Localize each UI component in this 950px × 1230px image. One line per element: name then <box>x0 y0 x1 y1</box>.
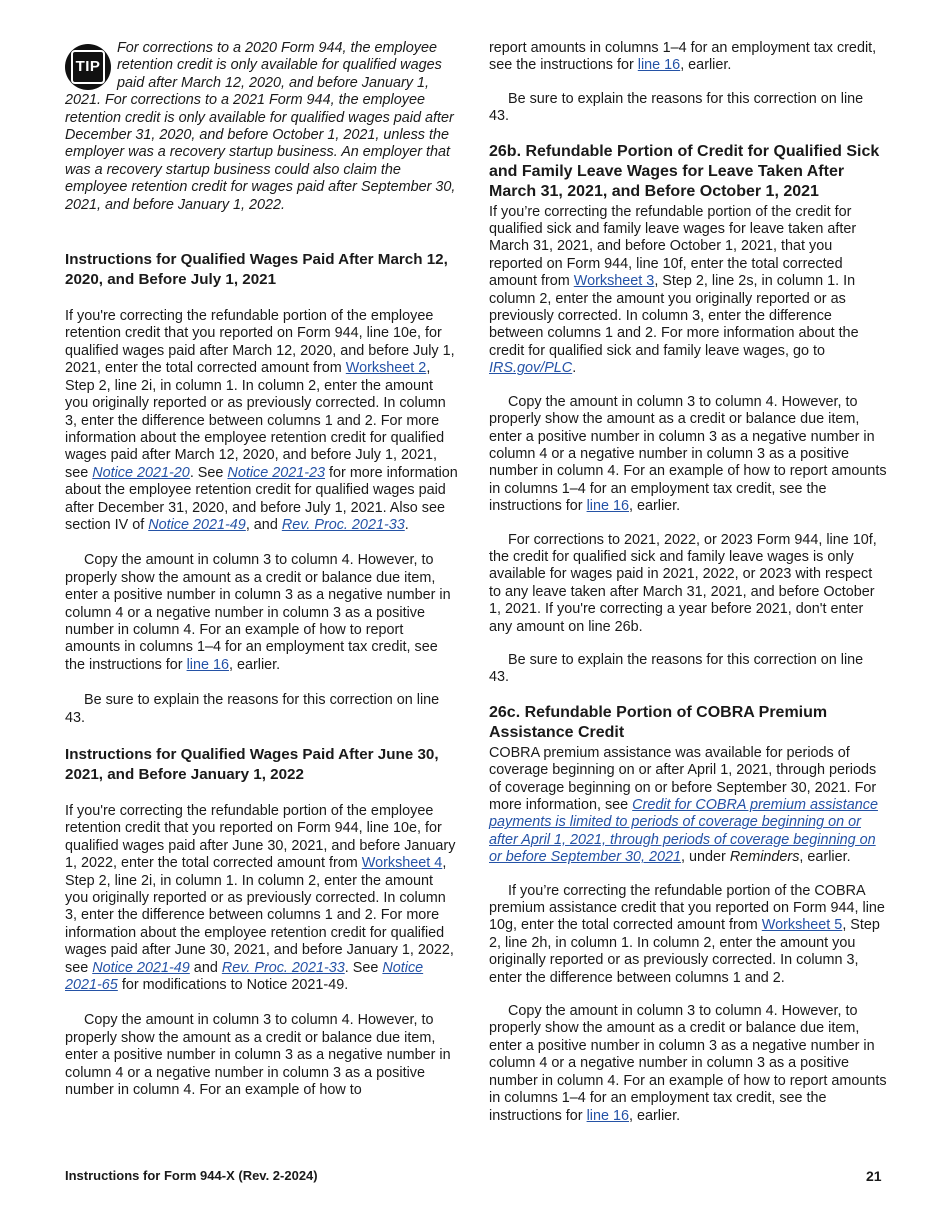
worksheet-5-link[interactable]: Worksheet 5 <box>761 917 843 934</box>
worksheet-4-link[interactable]: Worksheet 4 <box>361 855 443 872</box>
paragraph: Be sure to explain the reasons for this correction on line 43. <box>489 90 864 125</box>
left-column <box>65 40 460 1118</box>
notice-2021-65-link[interactable]: Notice 2021-65 <box>65 959 424 994</box>
tip-text: For corrections to a 2020 Form 944, the employee retention credit is only available for qualified wages paid after March 12, 2020, and before January 1, 2021. For corrections to a 2021 Form 944, the employee retention credit is only available for qualified wages paid after December 31, 2020, and before October 1, 2021, unless the employer was a recovery startup business. An employer that was a recovery startup business could also claim the employee retention credit for wages paid after September 30, 2021, and before January 1, 2022. <box>65 40 456 213</box>
paragraph: report amounts in columns 1–4 for an employment tax credit, see the instructions for line 16, earlier. <box>489 40 877 74</box>
paragraph: Copy the amount in column 3 to column 4. However, to properly show the amount as a credit or balance due item, enter a positive number in column 3 as a negative number in column 4 or a negative number in column 3 as a positive number in column 4. For an example of how to report amounts in columns 1–4 for an employment tax credit, see the instructions for line 16, earlier. <box>489 393 887 515</box>
irs-plc-link[interactable]: IRS.gov/PLC <box>489 360 573 377</box>
line-16-link[interactable]: line 16 <box>586 498 629 515</box>
section-heading-26b: 26b. Refundable Portion of Credit for Qualified Sick and Family Leave Wages for Leave Taken After March 31, 2021, and Before October 1, 2021 <box>489 142 880 200</box>
line-16-link[interactable]: line 16 <box>586 1107 629 1124</box>
notice-2021-49-link[interactable]: Notice 2021-49 <box>148 516 246 533</box>
notice-2021-20-link[interactable]: Notice 2021-20 <box>92 464 190 481</box>
line-16-link[interactable]: line 16 <box>186 656 229 673</box>
page-number: 21 <box>866 1168 882 1184</box>
cobra-credit-link[interactable]: Credit for COBRA premium assistance payments is limited to periods of coverage beginning on or after April 1, 2021, through periods of coverage beginning on or before September 30, 2021 <box>489 797 878 866</box>
paragraph: For corrections to 2021, 2022, or 2023 Form 944, line 10f, the credit for qualified sick and family leave wages is only available for wages paid in 2021, 2022, or 2023 with respect to any leave taken after March 31, 2021, and before October 1, 2021. If you're correcting a year before 2021, don't enter any amount on line 26b. <box>489 531 877 635</box>
line-16-link[interactable]: line 16 <box>637 57 681 74</box>
notice-2021-23-link[interactable]: Notice 2021-23 <box>227 464 326 481</box>
tip-icon: TIP <box>65 44 111 90</box>
paragraph: If you’re correcting the refundable portion of the credit for qualified sick and family leave wages for leave taken after March 31, 2021, and before October 1, 2021, that you reported on Form 944, line 10f, enter the total corrected amount from Worksheet 3, Step 2, line 2s, in column 1. In column 2, enter the amount you originally reported or as previously corrected. In column 3, enter the difference between columns 1 and 2. For more information about the credit for qualified sick and family leave wages, go to IRS.gov/PLC. <box>489 203 859 377</box>
section-heading-26c: 26c. Refundable Portion of COBRA Premium Assistance Credit <box>489 703 828 741</box>
paragraph: Copy the amount in column 3 to column 4. However, to properly show the amount as a credit or balance due item, enter a positive number in column 3 as a negative number in column 4 or a negative number in column 3 as a positive number in column 4. For an example of how to <box>65 1012 451 1099</box>
paragraph: COBRA premium assistance was available for periods of coverage beginning on or after April 1, 2021, through periods of coverage beginning on or before September 30, 2021. For more information, see Credit for COBRA premium assistance payments is limited to periods of coverage beginning on or after April 1, 2021, through periods of coverage beginning on or before September 30, 2021, under Reminders, earlier. <box>489 744 878 866</box>
section-heading-june-2021: Instructions for Qualified Wages Paid After June 30, 2021, and Before January 1, 2022 <box>65 746 439 783</box>
paragraph: Be sure to explain the reasons for this correction on line 43. <box>489 651 864 686</box>
footer-title: Instructions for Form 944-X (Rev. 2-2024) <box>65 1168 318 1183</box>
right-column <box>489 40 887 1141</box>
paragraph: Copy the amount in column 3 to column 4. However, to properly show the amount as a credit or balance due item, enter a positive number in column 3 as a negative number in column 4 or a negative number in column 3 as a positive number in column 4. For an example of how to report amounts in columns 1–4 for an employment tax credit, see the instructions for line 16, earlier. <box>65 552 451 673</box>
paragraph: If you’re correcting the refundable portion of the COBRA premium assistance credit that you reported on Form 944, line 10g, enter the total corrected amount from Worksheet 5, Step 2, line 2h, in column 1. In column 2, enter the amount you originally reported or as previously corrected. In column 3, enter the difference between columns 1 and 2. <box>489 882 885 986</box>
worksheet-3-link[interactable]: Worksheet 3 <box>573 273 655 290</box>
paragraph: Be sure to explain the reasons for this correction on line 43. <box>65 692 440 726</box>
notice-2021-49-link[interactable]: Notice 2021-49 <box>92 959 190 976</box>
section-heading-march-2020: Instructions for Qualified Wages Paid After March 12, 2020, and Before July 1, 2021 <box>65 251 448 289</box>
paragraph: If you're correcting the refundable portion of the employee retention credit that you reported on Form 944, line 10e, for qualified wages paid after March 12, 2020, and before July 1, 2021, enter the total corrected amount from Worksheet 2, Step 2, line 2i, in column 1. In column 2, enter the amount you originally reported or as previously corrected. In column 3, enter the difference between columns 1 and 2. For more information about the employee retention credit for qualified wages paid after March 12, 2020, and before July 1, 2021, see Notice 2021-20. See Notice 2021-23 for more information about the employee retention credit for qualified wages paid after December 31, 2020, and before July 1, 2021. Also see section IV of Notice 2021-49, and Rev. Proc. 2021-33. <box>65 308 458 533</box>
rev-proc-2021-33-link[interactable]: Rev. Proc. 2021-33 <box>281 516 405 533</box>
tip-box <box>65 40 460 214</box>
paragraph: Copy the amount in column 3 to column 4. However, to properly show the amount as a credit or balance due item, enter a positive number in column 3 as a negative number in column 4 or a negative number in column 3 as a positive number in column 4. For an example of how to report amounts in columns 1–4 for an employment tax credit, see the instructions for line 16, earlier. <box>489 1003 887 1124</box>
rev-proc-2021-33-link[interactable]: Rev. Proc. 2021-33 <box>221 959 345 976</box>
worksheet-2-link[interactable]: Worksheet 2 <box>345 360 427 377</box>
paragraph: If you're correcting the refundable portion of the employee retention credit that you reported on Form 944, line 10e, for qualified wages paid after June 30, 2021, and before January 1, 2022, enter the total corrected amount from Worksheet 4, Step 2, line 2i, in column 1. In column 2, enter the amount you originally reported or as previously corrected. In column 3, enter the difference between columns 1 and 2. For more information about the employee retention credit for qualified wages paid after June 30, 2021, and before January 1, 2022, see Notice 2021-49 and Rev. Proc. 2021-33. See Notice 2021-65 for modifications to Notice 2021-49. <box>65 803 456 994</box>
